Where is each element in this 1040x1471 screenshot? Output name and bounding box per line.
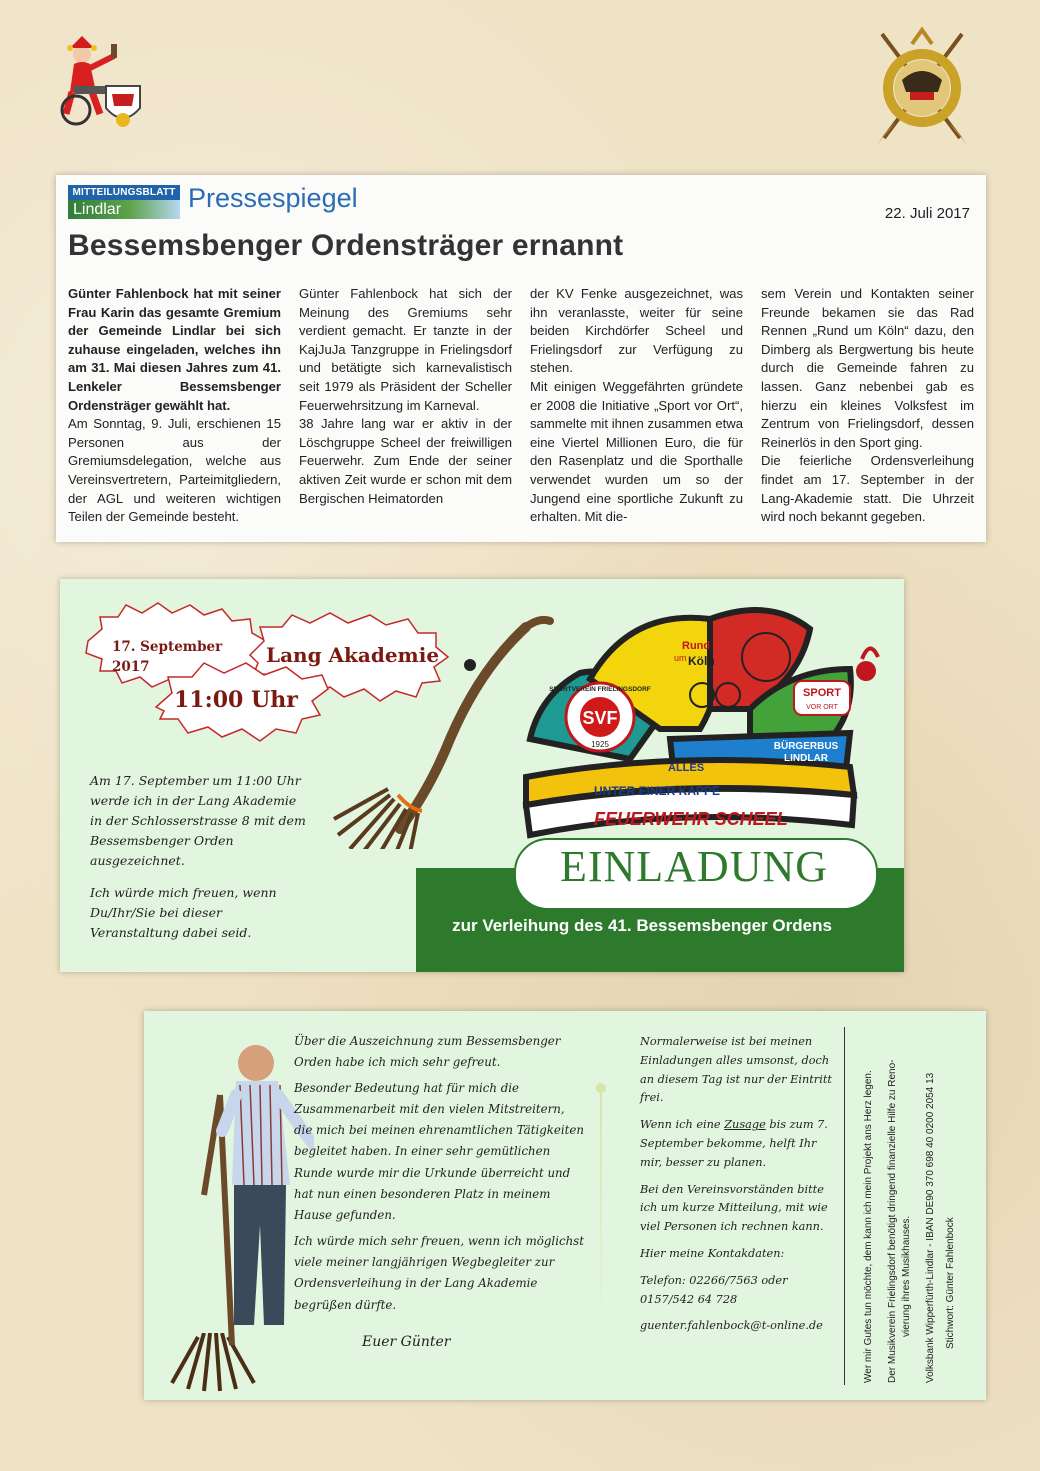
article-paragraph: 38 Jahre lang war er aktiv in der Löschgruppe Scheel der freiwilligen Feuerwehr. Zum Ende der seiner aktiven Zeit wurde er schon mit dem Bergischen Heimatorden — [299, 416, 512, 506]
feuerwehr-scheel-text: FEUERWEHR SCHEEL — [594, 809, 788, 829]
zusage-word: Zusage — [724, 1118, 766, 1132]
thank-you-paragraph: Besonder Bedeutung hat für mich die Zusammenarbeit mit den vielen Mitstreitern, die mich bei meinen ehrenamtlichen Tätigkeiten begleitet haben. In einer sehr gemütlichen Runde wurde mir die Urkunde überreicht und hat nun einen besonderen Platz in meinem Hause gefunden. — [294, 1080, 585, 1223]
article-lead: Günter Fahlenbock hat mit seiner Frau Karin das gesamte Gremium der Gemeinde Lindlar bei sich zuhause eingeladen, welches ihn am 31. Mai diesen Jahres zum 41. Lenkeler Bessemsbenger Ordensträger gewählt hat. — [68, 286, 281, 413]
jester-coat-of-arms-logo — [56, 34, 146, 134]
article-column-1 — [68, 285, 281, 527]
article-column-4 — [761, 285, 974, 527]
svf-badge-text: SVF — [582, 708, 618, 728]
decorative-dot — [596, 1083, 606, 1093]
article-paragraph: sem Verein und Kontakten seiner Freunde bekamen sie das Rad Rennen „Rund um Köln“ dazu, den Dimberg als Bergwertung bis heute durch die Gemeinde fahren zu lassen. Ganz nebenbei gab es hierzu ein kleines Volksfest im Zentrum von Frielingsdorf, dessen Reinerlös in den Sport ging. — [761, 286, 974, 450]
press-clipping — [56, 175, 986, 542]
einladung-title: EINLADUNG — [559, 842, 829, 891]
jester-cap-broom-illustration — [330, 599, 890, 849]
rund-text: Rund — [682, 640, 711, 652]
article-paragraph: Am Sonntag, 9. Juli, erschienen 15 Personen aus der Gremiumsdelegation, welche aus Vereinsvertretern, Parteimitgliedern, der AGL und weiteren wichtigen Teilen der Gemeinde besteht. — [68, 416, 281, 525]
thank-you-card — [144, 1011, 986, 1400]
lindlar-text: LINDLAR — [784, 753, 828, 764]
invitation-text — [90, 771, 310, 955]
clipping-date: 22. Juli 2017 — [884, 205, 970, 222]
broom-wreath-emblem-logo — [872, 26, 972, 148]
divider-line — [600, 1093, 602, 1323]
burst-date-line1: 17. September — [112, 639, 223, 655]
thank-you-text — [294, 1031, 584, 1320]
info-paragraph: Bei den Vereinsvorständen bitte ich um kurze Mitteilung, mit wie viel Personen ich rechnen kann. — [640, 1182, 828, 1234]
invitation-paragraph: Ich würde mich freuen, wenn Du/Ihr/Sie bei dieser Veranstaltung dabei seid. — [90, 885, 277, 940]
contact-email[interactable]: guenter.fahlenbock@t-online.de — [640, 1319, 823, 1333]
signature: Euer Günter — [362, 1334, 451, 1350]
burst-time: 11:00 Uhr — [174, 687, 298, 713]
um-text: um — [674, 653, 687, 663]
donation-note-line3: vierung ihres Musikhauses. — [901, 1215, 912, 1337]
publication-line2: Lindlar — [68, 200, 180, 219]
sport-text: SPORT — [803, 687, 841, 699]
article-column-3 — [530, 285, 743, 527]
donation-note-line1: Wer mir Gutes tun möchte, dem kann ich mein Projekt ans Herz legen. — [863, 1070, 874, 1383]
article-paragraph: Die feierliche Ordensverleihung findet am 17. September in der Lang-Akademie statt. Die Uhrzeit wird noch bekannt gegeben. — [761, 453, 974, 525]
svf-ring-text: SPORTVEREIN FRIELINGSDORF — [549, 686, 651, 693]
clipping-headline: Bessemsbenger Ordensträger ernannt — [68, 229, 624, 262]
vertical-divider — [844, 1027, 845, 1385]
info-paragraph: Hier meine Kontakdaten: — [640, 1246, 785, 1260]
info-text-part: bis zum 7. September bekomme, helft Ihr mir, besser zu planen. — [640, 1118, 828, 1169]
article-columns — [68, 285, 976, 527]
person-photo — [174, 1035, 314, 1355]
bank-keyword: Stichwort: Günter Fahlenbock — [945, 1217, 956, 1349]
unter-einer-kappe-text: UNTER EINER KAPPE — [594, 784, 721, 798]
vor-ort-text: VOR ORT — [806, 704, 838, 711]
buergerbus-text: BÜRGERBUS — [773, 741, 839, 752]
article-paragraph: der KV Fenke ausgezeichnet, was ihn veranlasste, weiter für seine beiden Kirchdörfer Scheel und Frielingsdorf zur Verfügung zu stehen. — [530, 286, 743, 376]
thank-you-paragraph: Über die Auszeichnung zum Bessemsbenger Orden habe ich mich sehr gefreut. — [294, 1034, 561, 1070]
bank-details: Volksbank Wipperfürth-Lindlar - IBAN DE90 370 698 40 0200 2054 13 — [925, 1072, 936, 1383]
svf-year: 1925 — [591, 740, 609, 749]
koeln-text: Köln — [688, 654, 715, 668]
info-text — [640, 1033, 840, 1344]
thank-you-paragraph: Ich würde mich sehr freuen, wenn ich möglichst viele meiner langjährigen Wegbegleiter zur Ordensverleihung in der Lang Akademie begrüßen dürfte. — [294, 1233, 584, 1312]
invitation-card — [60, 579, 904, 972]
article-column-2 — [299, 285, 512, 527]
donation-note-line2: Der Musikverein Frielingsdorf benötigt dringend finanzielle Hilfe zu Reno- — [887, 1059, 898, 1383]
article-paragraph: Mit einigen Weggefährten gründete er 2008 die Initiative „Sport vor Ort“, sammelte mit ihnen zusammen etwa eine Viertel Millionen Euro, die für den Rasenplatz und die Sporthalle verwendet wurden um so der Jungend eine sportliche Zukunft zu erhalten. Mit die- — [530, 378, 743, 525]
publication-line1: MITTEILUNGSBLATT — [68, 185, 180, 200]
invitation-paragraph: Am 17. September um 11:00 Uhr werde ich in der Lang Akademie in der Schlosserstrasse 8 mit dem Bessemsbenger Orden ausgezeichnet. — [90, 773, 306, 868]
info-paragraph: Normalerweise ist bei meinen Einladungen alles umsonst, doch an diesem Tag ist nur der Eintritt frei. — [640, 1035, 832, 1105]
burst-date — [112, 637, 222, 677]
alles-text: ALLES — [668, 762, 705, 774]
info-paragraph: Telefon: 02266/7563 oder 0157/542 64 728 — [640, 1273, 788, 1306]
info-text-part: Wenn ich eine — [640, 1118, 725, 1132]
article-paragraph: Günter Fahlenbock hat sich der Meinung des Gremiums sehr verdient gemacht. Er tanzte in der KajJuJa Tanzgruppe in Frielingsdorf und betätigte sich karnevalistisch seit 1979 als Präsident der Scheller Feuerwehrsitzung im Karneval. — [299, 286, 512, 413]
section-title: Pressespiegel — [188, 183, 358, 213]
mitteilungsblatt-logo — [68, 185, 180, 219]
burst-place: Lang Akademie — [266, 643, 440, 667]
burst-date-line2: 2017 — [112, 659, 150, 675]
einladung-subtitle: zur Verleihung des 41. Bessemsbenger Ordens — [452, 916, 832, 935]
info-paragraph — [640, 1116, 840, 1172]
